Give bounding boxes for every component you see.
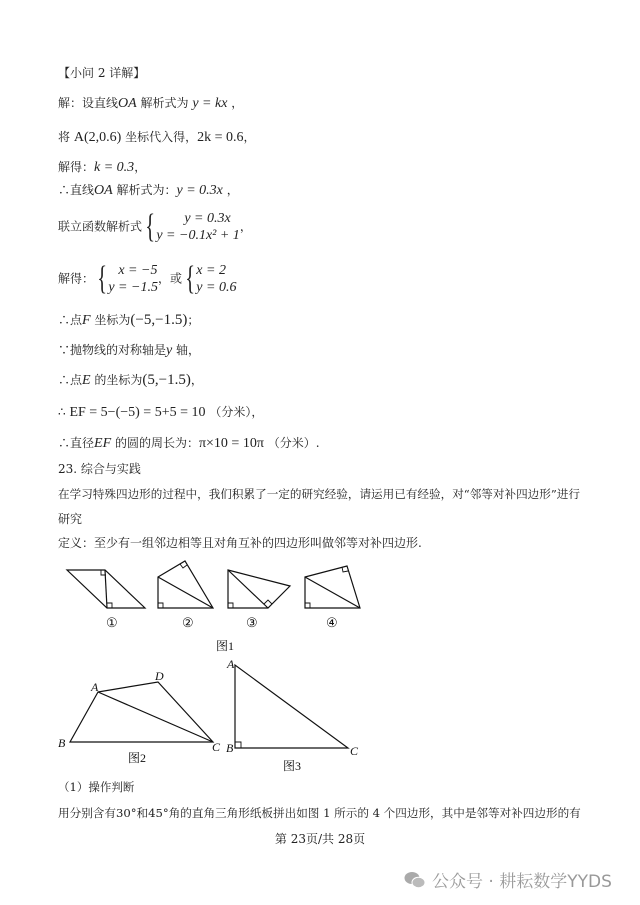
text: 解析式为 (136, 96, 193, 110)
text: 联立函数解析式 (58, 219, 143, 234)
text: ， (227, 96, 244, 110)
text: ， (190, 373, 203, 387)
text: ； (187, 313, 200, 327)
text: ∴直线 (58, 183, 95, 197)
text: 坐标代入得， (121, 130, 198, 144)
equation: y = −0.1x² + 1 (156, 228, 240, 243)
fig3-point-b: B (226, 741, 234, 755)
text: 将 (58, 130, 74, 144)
watermark (404, 867, 612, 892)
math: 2k = 0.6 (197, 130, 244, 145)
math: y = 0.3x (176, 183, 223, 198)
text: 解析式为： (112, 183, 177, 197)
fig1-label-3: ③ (246, 615, 258, 630)
text: ， (239, 219, 252, 234)
math: OA (118, 96, 137, 111)
figure-1-quad-4 (305, 566, 360, 608)
figure-3 (235, 665, 348, 748)
section-heading: 【小问 2 详解】 (58, 66, 146, 80)
text: 的坐标为 (90, 373, 143, 387)
text: （分米）， (205, 405, 264, 419)
fig1-label-4: ④ (326, 615, 338, 630)
figure-1-quad-1 (67, 570, 145, 608)
math: y = kx (192, 96, 228, 111)
equation: x = 2 (196, 263, 226, 278)
math: (5,−1.5) (142, 372, 191, 388)
question-intro-cont: 研究 (58, 512, 83, 526)
question-intro: 在学习特殊四边形的过程中，我们积累了一定的研究经验，请运用已有经验，对“邻等对补四边形”进行 (58, 487, 580, 501)
part-1-text: 用分别含有30°和45°角的直角三角形纸板拼出如图 1 所示的 4 个四边形，其中是邻等对补四边形的有 (58, 806, 581, 820)
text: ， (222, 183, 239, 197)
equation: x = −5 (118, 263, 158, 278)
solution-system-1: { x = −5 y = −1.5 (97, 260, 158, 297)
equation: y = 0.6 (196, 280, 237, 295)
fig2-point-c: C (212, 740, 221, 754)
fig3-caption: 图3 (283, 759, 302, 773)
math: k = 0.3 (94, 160, 135, 175)
question-title: 23. 综合与实践 (58, 462, 141, 476)
text: （分米）. (263, 436, 320, 450)
math: (−5,−1.5) (130, 312, 188, 328)
math: EF = 5−(−5) = 5+5 = 10 (69, 405, 206, 420)
text: ∴直径 (58, 436, 95, 450)
equation: y = −1.5 (108, 280, 158, 295)
part-1-title: （1）操作判断 (58, 780, 135, 794)
text: ，或 (157, 271, 182, 286)
text: ∴点 (58, 373, 83, 387)
math: OA (94, 183, 113, 198)
watermark-text: 公众号 · 耕耘数学YYDS (432, 872, 612, 892)
fig3-point-c: C (350, 744, 359, 758)
definition: 定义：至少有一组邻边相等且对角互补的四边形叫做邻等对补四边形. (58, 536, 422, 550)
text: 解得： (58, 271, 95, 286)
fig1-label-2: ② (182, 615, 194, 630)
text: ， (243, 130, 256, 144)
fig2-point-b: B (58, 736, 66, 750)
math: E (82, 373, 91, 388)
text: ， (134, 160, 147, 174)
solution-system-2: { x = 2 y = 0.6 (185, 260, 237, 297)
text: 坐标为 (90, 313, 131, 327)
text: 的圆的周长为： (111, 436, 199, 450)
math: EF (94, 436, 112, 451)
equation: y = 0.3x (184, 211, 231, 226)
figure-1-quad-2 (158, 561, 213, 608)
fig1-label-1: ① (106, 615, 118, 630)
fig3-point-a: A (227, 657, 235, 671)
text: 解得： (58, 160, 95, 174)
text: 轴， (172, 343, 201, 357)
wechat-icon (404, 871, 426, 889)
math: π×10 = 10π (198, 436, 264, 451)
fig2-point-a: A (91, 680, 99, 694)
text: ∴ (58, 405, 70, 419)
brace: { (145, 208, 156, 245)
page-number: 第 23页/共 28页 (274, 832, 366, 846)
text: 解：设直线 (58, 96, 119, 110)
text: ∴点 (58, 313, 83, 327)
fig2-point-d: D (155, 669, 164, 683)
math: A(2,0.6) (73, 130, 122, 145)
text: ∵抛物线的对称轴是 (58, 343, 167, 357)
fig2-caption: 图2 (128, 751, 147, 765)
math: y (166, 343, 173, 358)
math: F (82, 313, 91, 328)
figure-1-quad-3 (228, 570, 290, 608)
fig1-caption: 图1 (216, 639, 235, 653)
